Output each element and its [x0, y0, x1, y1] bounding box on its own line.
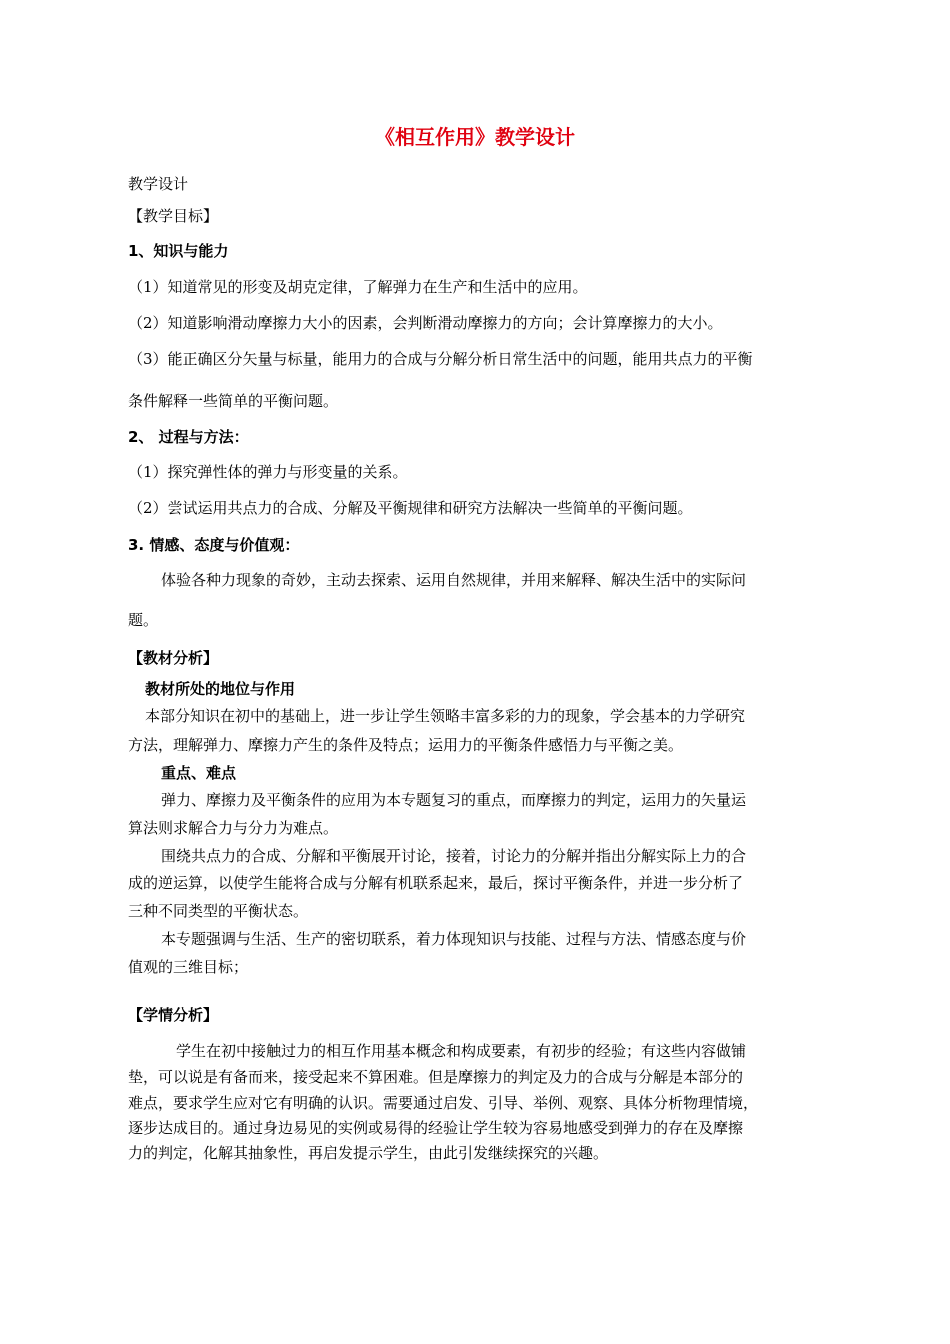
students-text: 难点，要求学生应对它有明确的认识。需要通过启发、引导、举例、观察、具体分析物理情境， [128, 1094, 759, 1112]
material-position-heading: 教材所处的地位与作用 [145, 680, 296, 698]
goal-knowledge-heading: 1、知识与能力 [128, 242, 229, 260]
material-text: 三种不同类型的平衡状态。 [128, 902, 309, 920]
material-text: 方法，理解弹力、摩擦力产生的条件及特点；运用力的平衡条件感悟力与平衡之美。 [128, 736, 684, 754]
material-text: 本专题强调与生活、生产的密切联系，着力体现知识与技能、过程与方法、情感态度与价 [161, 930, 747, 948]
page-title: 《相互作用》教学设计 [375, 125, 575, 149]
students-text: 垫，可以说是有备而来，接受起来不算困难。但是摩擦力的判定及力的合成与分解是本部分的 [128, 1068, 744, 1086]
section-heading-goals: 【教学目标】 [128, 207, 219, 225]
goal-process-item: （1）探究弹性体的弹力与形变量的关系。 [128, 463, 408, 481]
section-heading-material: 【教材分析】 [128, 649, 219, 667]
goal-emotion-text-cont: 题。 [128, 611, 159, 629]
material-key-heading: 重点、难点 [161, 764, 237, 782]
goal-knowledge-item: （3）能正确区分矢量与标量，能用力的合成与分解分析日常生活中的问题，能用共点力的平衡 [128, 350, 753, 368]
goal-emotion-text: 体验各种力现象的奇妙，主动去探索、运用自然规律，并用来解释、解决生活中的实际问 [161, 571, 747, 589]
material-text: 算法则求解合力与分力为难点。 [128, 819, 339, 837]
material-text: 弹力、摩擦力及平衡条件的应用为本专题复习的重点，而摩擦力的判定，运用力的矢量运 [161, 791, 747, 809]
goal-process-item: （2）尝试运用共点力的合成、分解及平衡规律和研究方法解决一些简单的平衡问题。 [128, 499, 693, 517]
subtitle: 教学设计 [128, 175, 189, 193]
students-text: 逐步达成目的。通过身边易见的实例或易得的经验让学生较为容易地感受到弹力的存在及摩擦 [128, 1119, 744, 1137]
students-text: 学生在初中接触过力的相互作用基本概念和构成要素，有初步的经验；有这些内容做铺 [176, 1042, 747, 1060]
material-text: 成的逆运算，以使学生能将合成与分解有机联系起来，最后，探讨平衡条件，并进一步分析了 [128, 874, 744, 892]
goal-process-heading: 2、 过程与方法： [128, 428, 249, 446]
goal-emotion-heading: 3. 情感、态度与价值观： [128, 536, 300, 554]
material-text: 值观的三维目标； [128, 958, 249, 976]
material-text: 围绕共点力的合成、分解和平衡展开讨论，接着，讨论力的分解并指出分解实际上力的合 [161, 847, 747, 865]
goal-knowledge-item: （2）知道影响滑动摩擦力大小的因素，会判断滑动摩擦力的方向；会计算摩擦力的大小。 [128, 314, 723, 332]
students-text: 力的判定，化解其抽象性，再启发提示学生，由此引发继续探究的兴趣。 [128, 1144, 609, 1162]
section-heading-students: 【学情分析】 [128, 1006, 219, 1024]
goal-knowledge-item-cont: 条件解释一些简单的平衡问题。 [128, 392, 339, 410]
goal-knowledge-item: （1）知道常见的形变及胡克定律，了解弹力在生产和生活中的应用。 [128, 278, 588, 296]
material-text: 本部分知识在初中的基础上，进一步让学生领略丰富多彩的力的现象，学会基本的力学研究 [145, 707, 746, 725]
